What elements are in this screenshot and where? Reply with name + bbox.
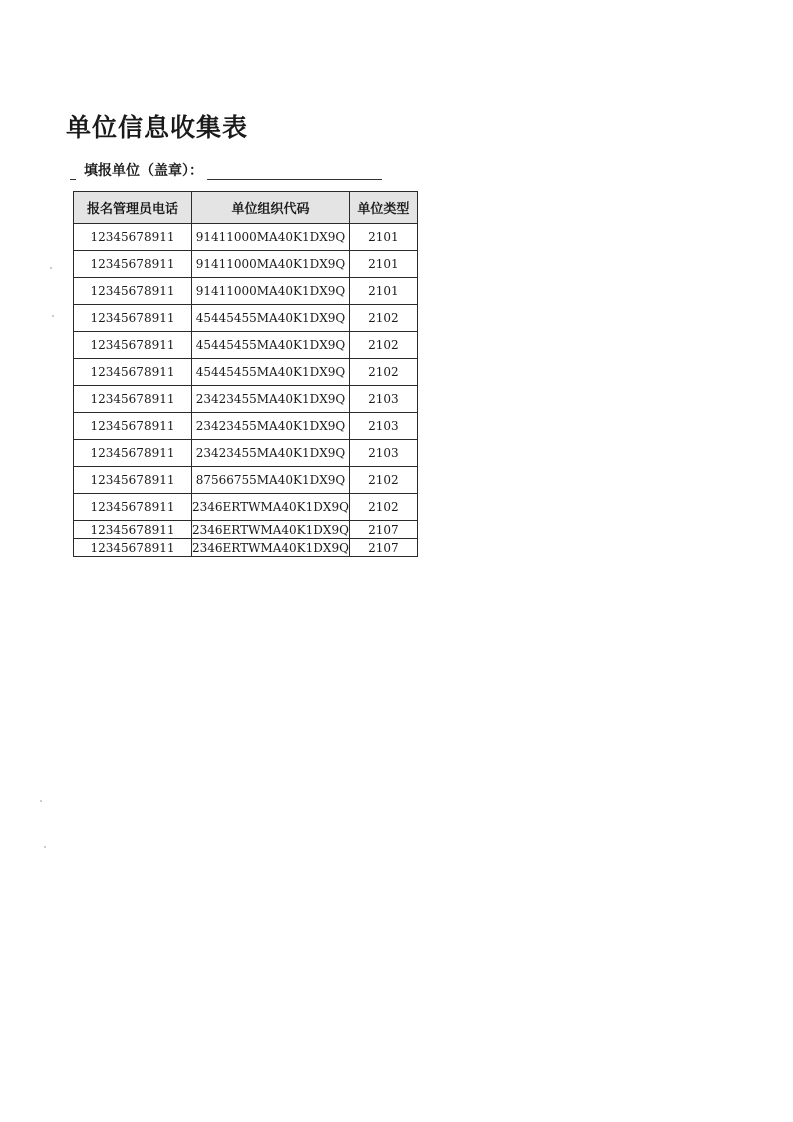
cell-unit-type: 2107: [349, 521, 417, 539]
table-row: [74, 521, 418, 539]
cell-unit-type: 2107: [349, 539, 417, 557]
cell-admin-phone: 12345678911: [74, 224, 192, 251]
table-row: [74, 305, 418, 332]
cell-org-code: 23423455MA40K1DX9Q: [192, 413, 350, 440]
table-row: [74, 359, 418, 386]
cell-org-code: 91411000MA40K1DX9Q: [192, 278, 350, 305]
cell-admin-phone: 12345678911: [74, 413, 192, 440]
leading-dash: [70, 169, 76, 180]
cell-org-code: 45445455MA40K1DX9Q: [192, 332, 350, 359]
cell-org-code: 2346ERTWMA40K1DX9Q: [192, 522, 349, 537]
scan-speck: [52, 315, 54, 317]
unit-info-table: [73, 191, 418, 557]
cell-org-code: 23423455MA40K1DX9Q: [192, 440, 350, 467]
cell-admin-phone: 12345678911: [74, 278, 192, 305]
cell-org-code: 91411000MA40K1DX9Q: [192, 251, 350, 278]
header-unit-type: 单位类型: [349, 192, 417, 224]
cell-unit-type: 2101: [349, 278, 417, 305]
cell-admin-phone: 12345678911: [74, 251, 192, 278]
cell-org-code: 23423455MA40K1DX9Q: [192, 386, 350, 413]
cell-admin-phone: 12345678911: [74, 494, 192, 521]
table-row: [74, 386, 418, 413]
cell-unit-type: 2102: [349, 359, 417, 386]
header-org-code: 单位组织代码: [192, 192, 350, 224]
reporting-unit-line: [70, 160, 382, 180]
cell-unit-type: 2102: [349, 332, 417, 359]
reporting-unit-label: 填报单位（盖章）：: [84, 163, 203, 179]
scan-speck: [44, 846, 46, 848]
cell-org-code: 91411000MA40K1DX9Q: [192, 224, 350, 251]
cell-org-code: 2346ERTWMA40K1DX9Q: [192, 540, 349, 555]
page-title: 单位信息收集表: [66, 113, 249, 142]
cell-admin-phone: 12345678911: [74, 305, 192, 332]
table-row: [74, 539, 418, 557]
scan-speck: [40, 800, 42, 802]
cell-org-code: 45445455MA40K1DX9Q: [192, 359, 350, 386]
scan-speck: [50, 267, 52, 269]
cell-unit-type: 2102: [349, 494, 417, 521]
cell-admin-phone: 12345678911: [74, 440, 192, 467]
cell-admin-phone: 12345678911: [74, 332, 192, 359]
table-row: [74, 251, 418, 278]
cell-unit-type: 2102: [349, 305, 417, 332]
cell-admin-phone: 12345678911: [74, 539, 192, 557]
cell-org-code: 2346ERTWMA40K1DX9Q: [192, 494, 350, 521]
cell-unit-type: 2101: [349, 224, 417, 251]
cell-admin-phone: 12345678911: [74, 467, 192, 494]
cell-unit-type: 2103: [349, 440, 417, 467]
table-row: [74, 278, 418, 305]
cell-unit-type: 2102: [349, 467, 417, 494]
table-row: [74, 467, 418, 494]
table-row: [74, 413, 418, 440]
cell-org-code: 45445455MA40K1DX9Q: [192, 305, 350, 332]
reporting-unit-blank: [207, 165, 382, 180]
table-row: [74, 494, 418, 521]
table-row: [74, 440, 418, 467]
cell-unit-type: 2101: [349, 251, 417, 278]
table-row: [74, 332, 418, 359]
cell-org-code: 87566755MA40K1DX9Q: [192, 467, 350, 494]
table-row: [74, 224, 418, 251]
cell-unit-type: 2103: [349, 413, 417, 440]
table-header-row: [74, 192, 418, 224]
header-admin-phone: 报名管理员电话: [74, 192, 192, 224]
cell-admin-phone: 12345678911: [74, 521, 192, 539]
cell-admin-phone: 12345678911: [74, 386, 192, 413]
cell-admin-phone: 12345678911: [74, 359, 192, 386]
cell-unit-type: 2103: [349, 386, 417, 413]
